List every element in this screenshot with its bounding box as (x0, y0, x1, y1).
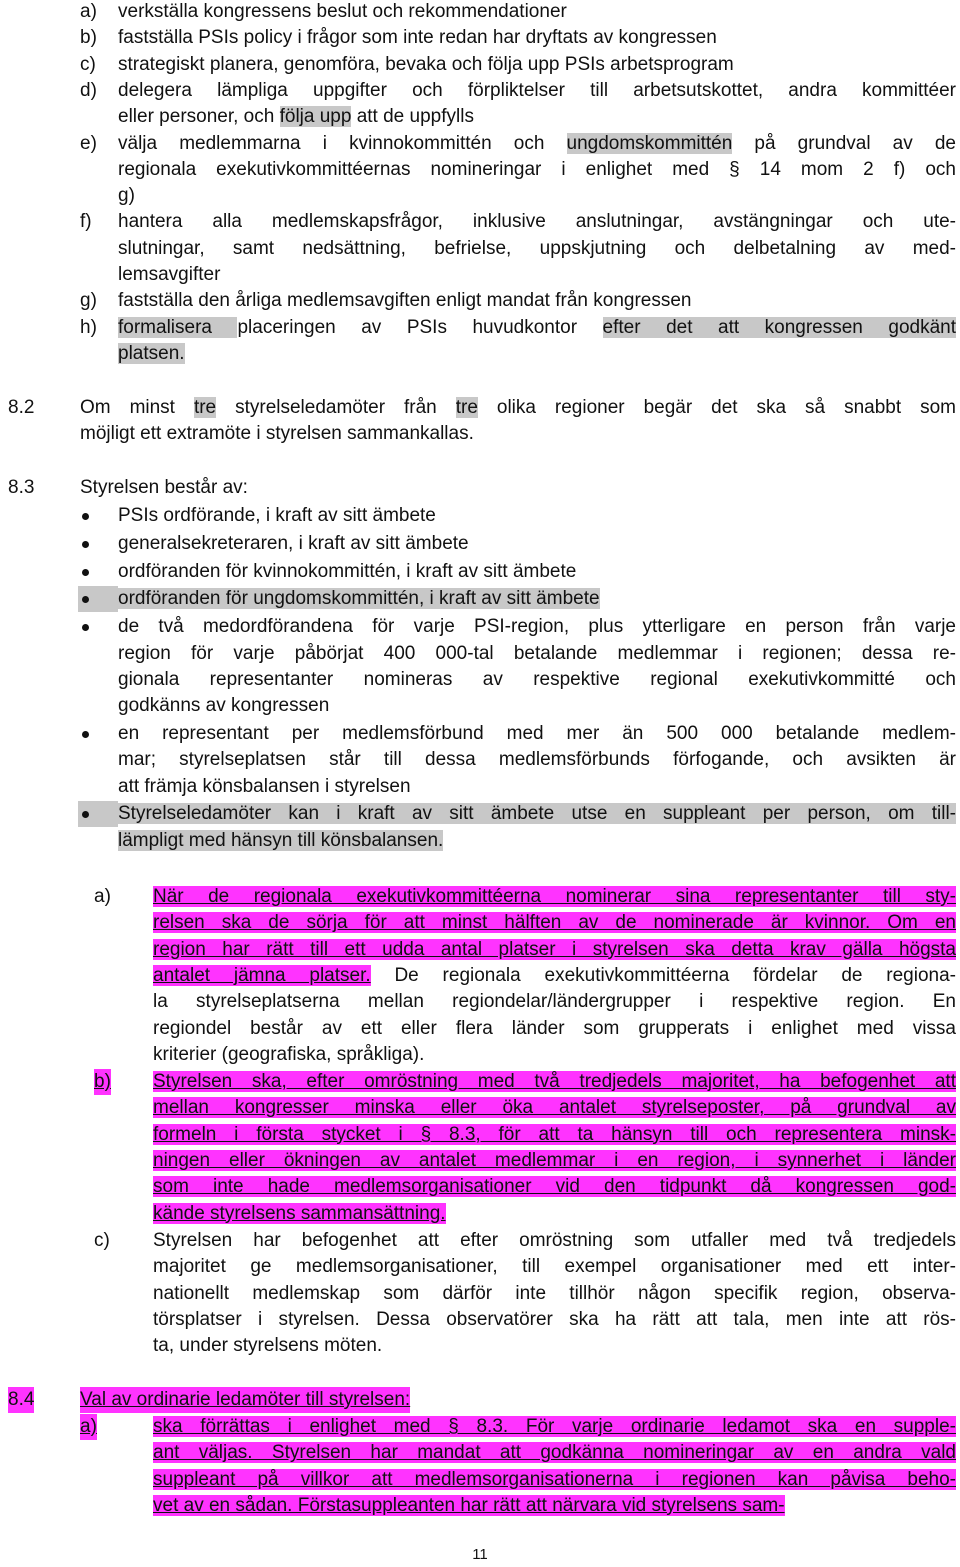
item-label: c) (80, 53, 96, 75)
text-segment: ungdomskommittén (566, 132, 733, 154)
bullet-icon (82, 731, 89, 738)
text-segment: Styrelsen ska, efter omröstning med två tredjedels majoritet, ha befogenhet att (153, 1071, 956, 1092)
text-segment: hantera alla medlemskapsfrågor, inklusive anslutningar, avstängningar och ute- (118, 211, 956, 233)
text-segment: majoritet ge medlemsorganisationer, till exempel organisationer med ett inter- (153, 1256, 956, 1278)
text-line (118, 747, 956, 773)
text-segment: mar; styrelseplatsen står till dessa medlemsförbunds förfogande, och avsikten är (118, 749, 956, 771)
text-segment: de två medordförandena för varje PSI-region, plus ytterligare en person från varje (118, 616, 956, 638)
text-line (153, 1148, 956, 1174)
text-line (153, 1467, 956, 1493)
text-segment: kriterier (geografiska, språkliga). (153, 1043, 425, 1065)
text-line (118, 104, 474, 130)
text-line (153, 1042, 424, 1068)
text-segment: Styrelseledamöter kan i kraft av sitt ämbete utse en suppleant per person, om till- (118, 803, 956, 825)
text-line (153, 1254, 956, 1280)
text-segment: efter det att kongressen godkänt (602, 316, 956, 338)
item-label: d) (80, 79, 97, 101)
text-segment: godkänns av kongressen (118, 695, 330, 717)
item-label: e) (80, 132, 97, 154)
bullet-icon (82, 624, 89, 631)
item-label: b) (80, 27, 97, 49)
text-segment: När de regionala exekutivkommittéerna nominerar sina representanter till sty- (153, 886, 956, 907)
text-segment: olika regioner begär det ska så snabbt som (477, 397, 956, 418)
page-number: 11 (472, 1546, 488, 1563)
item-label: a) (94, 886, 111, 907)
text-segment: g) (118, 185, 135, 207)
text-line (118, 209, 956, 235)
text-line (118, 288, 692, 314)
item-label: c) (94, 1230, 110, 1251)
text-line (153, 963, 956, 989)
text-segment: eller personer, och (118, 106, 280, 128)
text-segment: PSIs ordförande, i kraft av sitt ämbete (118, 505, 436, 526)
text-segment: la styrelseplatserna mellan regiondelar/ländergrupper i respektive region. En (153, 991, 956, 1013)
text-line (153, 1281, 956, 1307)
text-segment: relsen ska de sörja för att minst hälften av de nominerade är kvinnor. Om en (153, 912, 956, 934)
section-8-4-heading: Val av ordinarie ledamöter till styrelsen: (80, 1387, 410, 1413)
text-line (118, 183, 135, 209)
section-number-8-2: 8.2 (8, 397, 35, 418)
text-line (153, 1174, 956, 1200)
text-line (153, 1414, 956, 1440)
text-segment: ordföranden för ungdomskommittén, i kraft av sitt ämbete (118, 588, 600, 610)
text-line (118, 774, 411, 800)
text-line (118, 641, 956, 667)
text-line (118, 157, 956, 183)
text-segment: Om minst (80, 397, 194, 418)
text-line (153, 1333, 382, 1359)
text-segment: vet av en sådan. Förstasuppleanten har rätt att närvara vid styrelsens sam- (153, 1494, 785, 1516)
text-segment: generalsekreteraren, i kraft av sitt ämbete (118, 532, 469, 554)
text-line (153, 1201, 446, 1227)
section-number-8-4: 8.4 (8, 1387, 34, 1413)
bullet-icon (82, 541, 89, 548)
text-segment: slutningar, samt nedsättning, befrielse, uppskjutning och delbetalning av med- (118, 237, 956, 259)
text-line (118, 0, 567, 25)
text-segment: gionala representanter nomineras av respektive regional exekutivkommitté och (118, 668, 956, 690)
text-line (118, 531, 469, 557)
text-line (80, 395, 956, 421)
text-segment: att de uppfylls (351, 106, 474, 128)
section-8-3-intro: Styrelsen består av: (80, 477, 248, 498)
text-segment: ska förrättas i enlighet med § 8.3. För varje ordinarie ledamot ska en supple- (153, 1416, 956, 1437)
text-segment: mellan kongresser minska eller öka antalet styrelseposter, på grundval av (153, 1097, 956, 1119)
text-line (153, 910, 956, 936)
text-line (118, 341, 185, 367)
text-line (118, 801, 956, 827)
text-segment: törsplatser i styrelsen. Dessa observatörer ska ha rätt att tala, men inte att rös- (153, 1308, 956, 1330)
text-segment: nationellt medlemskap som därför inte tillhör någon specifik region, observa- (153, 1282, 956, 1304)
text-segment: ningen eller ökningen av antalet medlemmar i en region, i synnerhet i länder (153, 1149, 956, 1171)
text-line (153, 1095, 956, 1121)
text-line (118, 586, 600, 612)
text-segment: Styrelsen har befogenhet att efter omröstning som utfaller med två tredjedels (153, 1230, 956, 1251)
text-line (153, 1493, 785, 1519)
text-segment: region har rätt till ett udda antal platser i styrelsen ska detta krav gälla högsta (153, 938, 956, 960)
text-segment: strategiskt planera, genomföra, bevaka och följa upp PSIs arbetsprogram (118, 53, 734, 75)
text-line (153, 989, 956, 1015)
text-segment: regionala exekutivkommittéernas nomineringar i enlighet med § 14 mom 2 f) och (118, 158, 956, 180)
text-line (118, 667, 956, 693)
text-line (153, 1307, 956, 1333)
text-segment: att främja könsbalansen i styrelsen (118, 775, 411, 797)
text-line (118, 828, 443, 854)
text-segment: suppleant på villkor att medlemsorganisationerna i regionen kan påvisa beho- (153, 1468, 956, 1490)
text-segment: ant väljas. Styrelsen har mandat att godkänna nomineringar av en andra vald (153, 1442, 956, 1464)
text-segment: fastställa den årliga medlemsavgiften enligt mandat från kongressen (118, 290, 692, 312)
text-segment: möjligt ett extramöte i styrelsen sammankallas. (80, 423, 474, 445)
text-segment: styrelseledamöter från (216, 397, 456, 418)
text-line (153, 884, 956, 910)
text-segment: följa upp (279, 106, 352, 128)
text-line (153, 1069, 956, 1095)
text-segment: ordföranden för kvinnokommittén, i kraft av sitt ämbete (118, 560, 577, 582)
text-segment: på grundval av de (732, 132, 956, 154)
text-line (118, 721, 956, 747)
item-label: b) (94, 1069, 111, 1095)
text-line (118, 52, 734, 78)
text-line (118, 559, 576, 585)
text-segment: De regionala exekutivkommittéerna fördelar de regiona- (370, 964, 956, 986)
text-line (153, 1440, 956, 1466)
text-segment: som inte hade medlemsorganisationer vid den tidpunkt då kongressen god- (153, 1176, 956, 1198)
text-line (153, 937, 956, 963)
text-segment: tre (455, 397, 478, 418)
text-segment: tre (193, 397, 217, 418)
item-label: a) (80, 1414, 97, 1440)
text-segment: region för varje påbörjat 400 000-tal betalande medlemmar i regionen; dessa re- (118, 642, 956, 664)
section-number-8-3: 8.3 (8, 477, 35, 498)
text-segment: en representant per medlemsförbund med mer än 500 000 betalande medlem- (118, 722, 956, 744)
text-segment: placeringen av PSIs huvudkontor (237, 316, 603, 338)
text-line (118, 78, 956, 104)
item-label: f) (80, 211, 92, 233)
text-segment: platsen. (118, 342, 185, 364)
bullet-icon (82, 513, 89, 520)
text-segment: verkställa kongressens beslut och rekommendationer (118, 1, 567, 22)
text-segment: lemsavgifter (118, 264, 221, 285)
text-line (153, 1016, 956, 1042)
text-segment: antalet jämna platser. (153, 964, 371, 986)
text-line (118, 25, 717, 51)
text-segment: delegera lämpliga uppgifter och förpliktelser till arbetsutskottet, andra kommittéer (118, 79, 956, 101)
item-label: h) (80, 316, 97, 338)
text-line (118, 262, 220, 288)
text-line (153, 1228, 956, 1254)
text-line (118, 315, 956, 341)
text-segment: fastställa PSIs policy i frågor som inte redan har dryftats av kongressen (118, 27, 717, 49)
text-line (80, 421, 474, 447)
item-label: a) (80, 1, 97, 22)
text-segment: formalisera (118, 316, 238, 338)
text-line (118, 614, 956, 640)
text-line (118, 236, 956, 262)
text-line (118, 503, 436, 529)
bullet-icon (82, 569, 89, 576)
text-segment: kände styrelsens sammansättning. (153, 1202, 446, 1224)
text-line (118, 131, 956, 157)
text-segment: välja medlemmarna i kvinnokommittén och (118, 132, 567, 154)
text-line (118, 693, 329, 719)
text-line (153, 1122, 956, 1148)
item-label: g) (80, 290, 97, 312)
text-segment: regiondel består av ett eller flera länder som grupperats i enlighet med vissa (153, 1017, 956, 1039)
text-segment: ta, under styrelsens möten. (153, 1335, 383, 1357)
text-segment: lämpligt med hänsyn till könsbalansen. (118, 829, 444, 851)
text-segment: formeln i första stycket i § 8.3, för att ta hänsyn till och representera minsk- (153, 1123, 956, 1145)
